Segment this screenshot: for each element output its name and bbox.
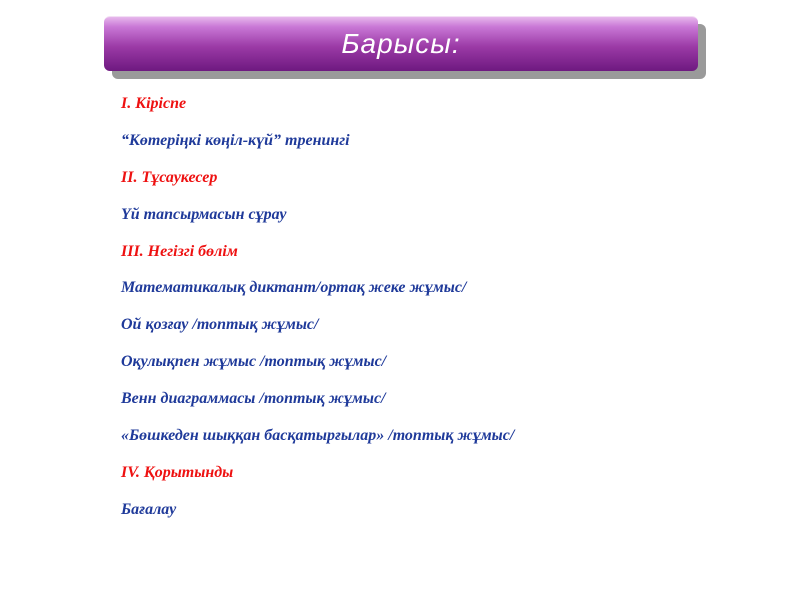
agenda-item-textbook: Оқулықпен жұмыс /топтық жұмыс/: [121, 353, 387, 371]
agenda-list: [121, 93, 514, 536]
agenda-section-3: ІІІ. Негізгі бөлім: [121, 242, 238, 260]
agenda-item-homework: Үй тапсырмасын сұрау: [121, 205, 287, 223]
title-banner: [104, 16, 698, 71]
agenda-section-2: ІІ. Тұсаукесер: [121, 168, 218, 186]
page-title: Барысы:: [341, 28, 461, 59]
agenda-item-brainstorm: Ой қозғау /топтық жұмыс/: [121, 316, 319, 334]
agenda-item-training: “Көтеріңкі көңіл-күй” тренингі: [121, 131, 350, 149]
agenda-section-1: І. Кіріспе: [121, 95, 187, 112]
agenda-item-assessment: Бағалау: [121, 500, 177, 518]
agenda-item-venn: Венн диаграммасы /топтық жұмыс/: [121, 390, 386, 408]
agenda-item-puzzles: «Бөшкеден шыққан басқатырғылар» /топтық жұмыс/: [121, 427, 515, 445]
agenda-item-dictation: Математикалық диктант/ортақ жеке жұмыс/: [121, 279, 467, 297]
agenda-section-4: ІV. Қорытынды: [121, 463, 234, 481]
